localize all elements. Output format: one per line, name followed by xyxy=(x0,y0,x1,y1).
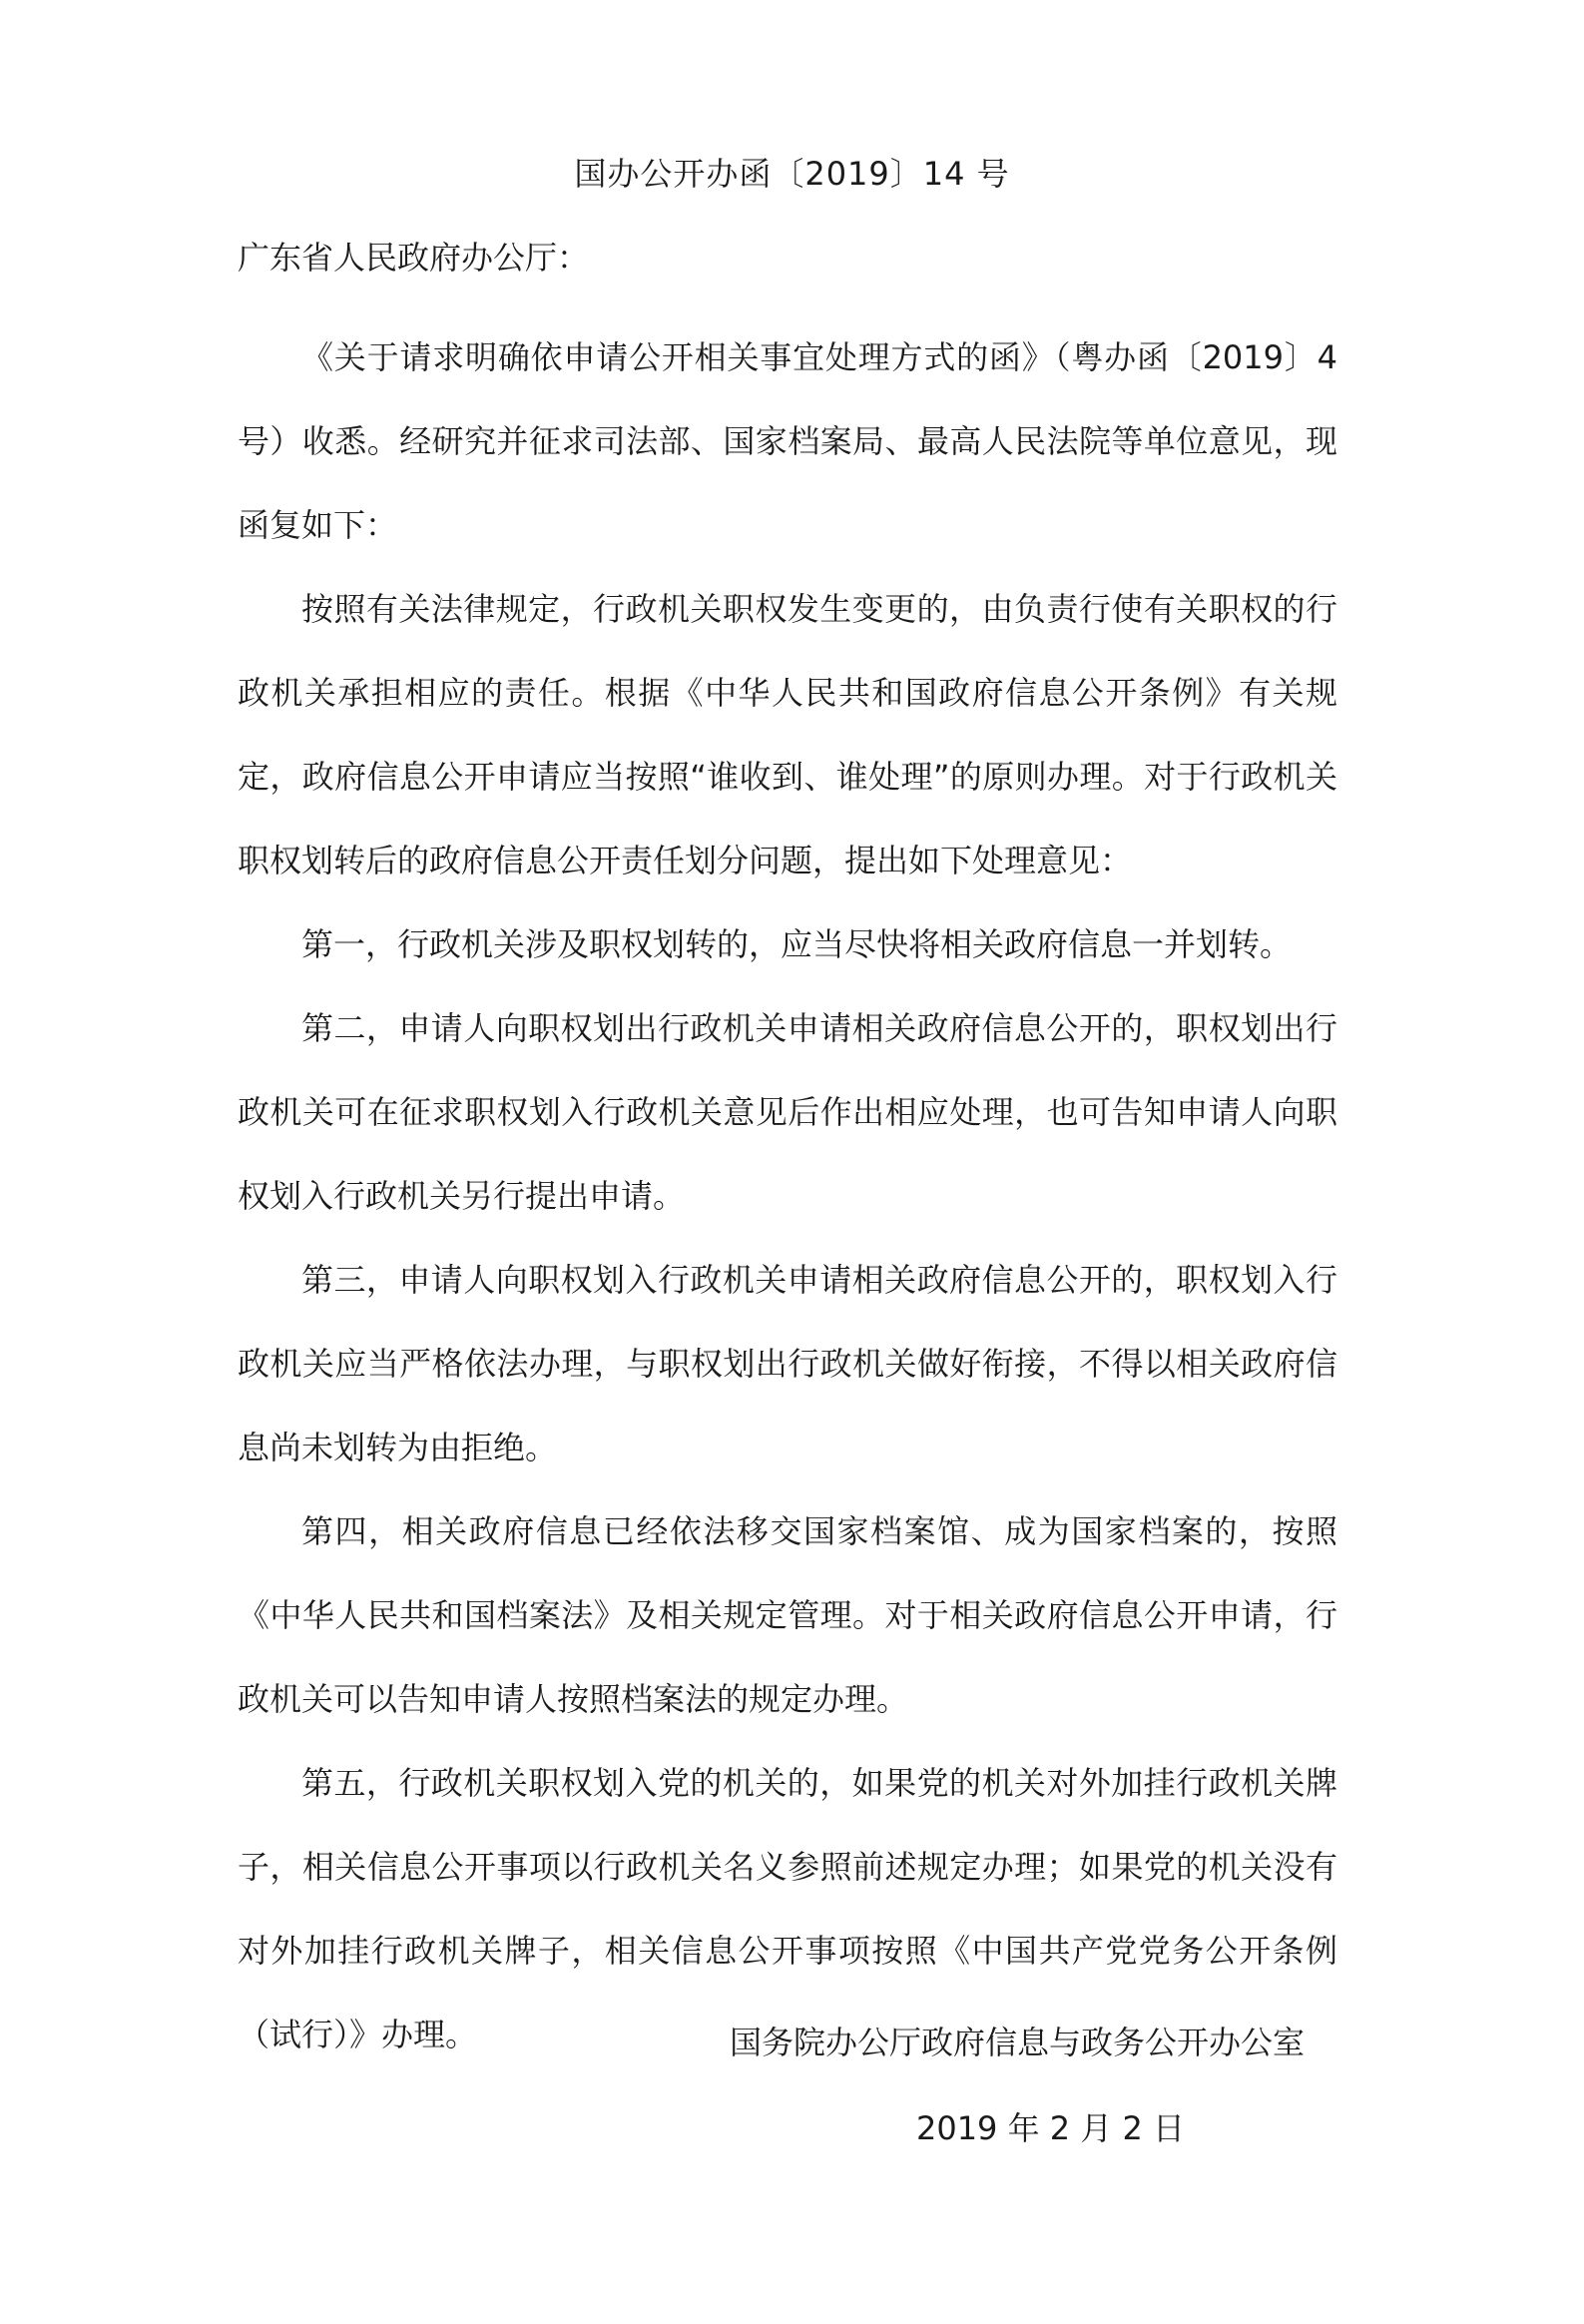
recipient-line: 广东省人民政府办公厅： xyxy=(238,239,590,277)
issue-date: 2019 年 2 月 2 日 xyxy=(915,2109,1185,2147)
paragraph-fourth: 第四，相关政府信息已经依法移交国家档案馆、成为国家档案的，按照《中华人民共和国档案法》及相关规定管理。对于相关政府信息公开申请，行政机关可以告知申请人按照档案法的规定办理。 xyxy=(238,1512,1337,1718)
paragraph-second: 第二，申请人向职权划出行政机关申请相关政府信息公开的，职权划出行政机关可在征求职权划入行政机关意见后作出相应处理，也可告知申请人向职权划入行政机关另行提出申请。 xyxy=(238,1009,1337,1215)
paragraph-fifth: 第五，行政机关职权划入党的机关的，如果党的机关对外加挂行政机关牌子，相关信息公开事项以行政机关名义参照前述规定办理；如果党的机关没有对外加挂行政机关牌子，相关信息公开事项按照《中国共产党党务公开条例（试行）》办理。 xyxy=(238,1764,1337,2053)
letter-body xyxy=(238,315,1337,2076)
paragraph-first: 第一，行政机关涉及职权划转的，应当尽快将相关政府信息一并划转。 xyxy=(301,925,1293,963)
document-number: 国办公开办函〔2019〕14 号 xyxy=(574,155,1010,193)
issuer-signature: 国务院办公厅政府信息与政务公开办公室 xyxy=(729,2024,1305,2061)
paragraph-third: 第三，申请人向职权划入行政机关申请相关政府信息公开的，职权划入行政机关应当严格依法办理，与职权划出行政机关做好衔接，不得以相关政府信息尚未划转为由拒绝。 xyxy=(238,1261,1337,1466)
paragraph-intro: 《关于请求明确依申请公开相关事宜处理方式的函》（粤办函〔2019〕4 号）收悉。经研究并征求司法部、国家档案局、最高人民法院等单位意见，现函复如下： xyxy=(238,338,1337,544)
paragraph-basis: 按照有关法律规定，行政机关职权发生变更的，由负责行使有关职权的行政机关承担相应的责任。根据《中华人民共和国政府信息公开条例》有关规定，政府信息公开申请应当按照“谁收到、谁处理”的原则办理。对于行政机关职权划转后的政府信息公开责任划分问题，提出如下处理意见： xyxy=(238,590,1337,879)
